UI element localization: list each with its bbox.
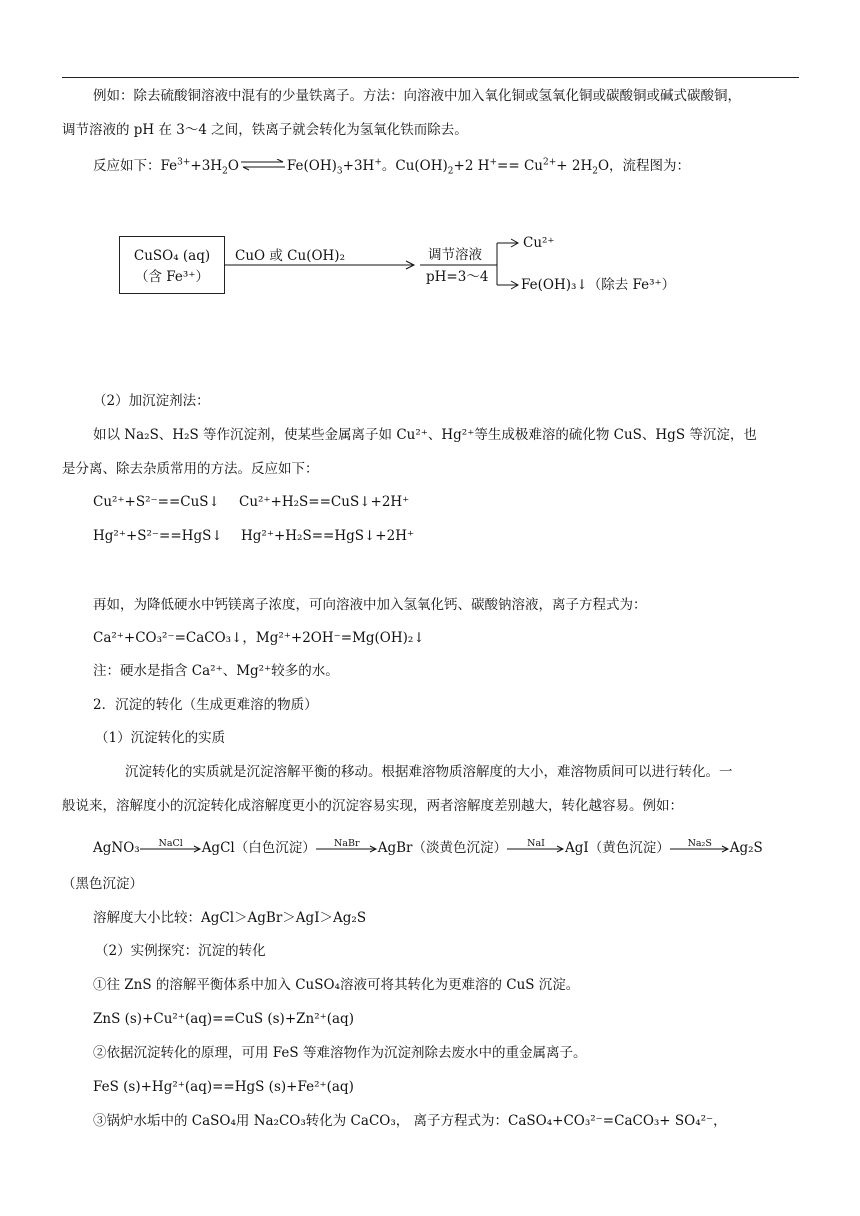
- flow-step-label: 调节溶液: [428, 247, 482, 263]
- equation-hg-s: Hg²⁺+S²⁻==HgS↓: [93, 528, 223, 544]
- example-2: ②依据沉淀转化的原理，可用 FeS 等难溶物作为沉淀剂除去废水中的重金属离子。: [93, 1045, 587, 1061]
- part2-para-line2: 般说来，溶解度小的沉淀转化成溶解度更小的沉淀容易实现，两者溶解度差别越大，转化越容易。例如：: [62, 798, 683, 814]
- solubility-compare: 溶解度大小比较：AgCl＞AgBr＞AgI＞Ag₂S: [93, 910, 367, 926]
- intro-line-2: 调节溶液的 pH 在 3～4 之间，铁离子就会转化为氢氧化铁而除去。: [62, 122, 468, 138]
- chain-arrow-1: [140, 837, 202, 854]
- section2-para1-line2: 是分离、除去杂质常用的方法。反应如下：: [62, 461, 319, 477]
- flow-product-cu: Cu²⁺: [523, 235, 555, 251]
- chain-agno3: AgNO₃: [93, 840, 140, 856]
- chain-arrow-2: [316, 837, 378, 854]
- example-3: ③锅炉水垢中的 CaSO₄用 Na₂CO₃转化为 CaCO₃， 离子方程式为：CaSO₄+CO₃²⁻=CaCO₃+ SO₄²⁻，: [93, 1113, 727, 1129]
- chain-arrow-4: [670, 837, 730, 854]
- part2-sub2: （2）实例探究：沉淀的转化: [95, 943, 266, 959]
- cuoh2-equation: $Cu(OH)_2+2$ $H^+== Cu^{2+}+ 2H_2O$: [395, 157, 610, 177]
- example-1: ①往 ZnS 的溶解平衡体系中加入 CuSO₄溶液可将其转化为更难溶的 CuS 沉淀。: [93, 977, 580, 993]
- equation-hg-h2s: Hg²⁺+H₂S==HgS↓+2H⁺: [241, 528, 415, 544]
- hard-water-para: 再如，为降低硬水中钙镁离子浓度，可向溶液中加入氢氧化钙、碳酸钠溶液，离子方程式为：: [93, 597, 647, 613]
- reaction-suffix: ，流程图为：: [609, 158, 691, 174]
- part2-heading: 2．沉淀的转化（生成更难溶的物质）: [93, 697, 318, 713]
- equation-cu-h2s: Cu²⁺+H₂S==CuS↓+2H⁺: [239, 494, 410, 510]
- flow-step-ph: pH=3～4: [426, 269, 489, 285]
- reaction-line: 反应如下：$Fe^{3+}+3H_2O$ $Fe(OH)_3+3H^+$。$Cu(OH)_2+2$ $H^+== Cu^{2+}+ 2H_2O$，流程图为：: [93, 157, 691, 177]
- equation-cu-s: Cu²⁺+S²⁻==CuS↓: [93, 494, 220, 510]
- section2-heading: （2）加沉淀剂法：: [93, 393, 210, 409]
- chain-reagent-nacl: NaCl: [158, 837, 183, 849]
- chain-reagent-nai: NaI: [527, 837, 545, 849]
- fe-hydrolysis-equation: $Fe^{3+}+3H_2O$ $Fe(OH)_3+3H^+$: [160, 157, 382, 177]
- hard-water-note: 注：硬水是指含 Ca²⁺、Mg²⁺较多的水。: [93, 663, 339, 679]
- chain-reagent-nabr: NaBr: [333, 837, 360, 849]
- intro-line-1: 例如：除去硫酸铜溶液中混有的少量铁离子。方法：向溶液中加入氧化铜或氢氧化铜或碳酸铜或碱式碳酸铜，: [93, 88, 741, 104]
- flow-product-feoh3: Fe(OH)₃↓（除去 Fe³⁺）: [521, 277, 676, 293]
- example-1-equation: ZnS (s)+Cu²⁺(aq)==CuS (s)+Zn²⁺(aq): [93, 1011, 354, 1027]
- part2-sub1: （1）沉淀转化的实质: [95, 730, 226, 746]
- example-2-equation: FeS (s)+Hg²⁺(aq)==HgS (s)+Fe²⁺(aq): [93, 1079, 354, 1095]
- reaction-prefix: 反应如下：: [93, 158, 161, 174]
- part2-para-line1: 沉淀转化的实质就是沉淀溶解平衡的移动。根据难溶物质溶解度的大小，难溶物质间可以进行转化。一: [125, 764, 733, 780]
- conversion-chain: [93, 838, 763, 858]
- chain-ag2s: Ag₂S: [729, 840, 763, 856]
- cuso4-box-sublabel: （含 Fe³⁺）: [135, 269, 209, 285]
- chain-agbr: AgBr（淡黄色沉淀）: [377, 840, 507, 856]
- hard-water-equation: Ca²⁺+CO₃²⁻=CaCO₃↓，Mg²⁺+2OH⁻=Mg(OH)₂↓: [93, 630, 425, 646]
- chain-reagent-na2s: Na₂S: [687, 837, 712, 849]
- chain-ag2s-note: （黑色沉淀）: [62, 876, 143, 892]
- section2-para1-line1: 如以 Na₂S、H₂S 等作沉淀剂，使某些金属离子如 Cu²⁺、Hg²⁺等生成极难溶的硫化物 CuS、HgS 等沉淀，也: [93, 427, 757, 443]
- chain-agcl: AgCl（白色沉淀）: [201, 840, 316, 856]
- flow-arrow-label: CuO 或 Cu(OH)₂: [235, 248, 345, 264]
- chain-arrow-3: [507, 837, 565, 854]
- chain-agi: AgI（黄色沉淀）: [565, 840, 670, 856]
- cuso4-box-label: CuSO₄ (aq): [133, 248, 211, 264]
